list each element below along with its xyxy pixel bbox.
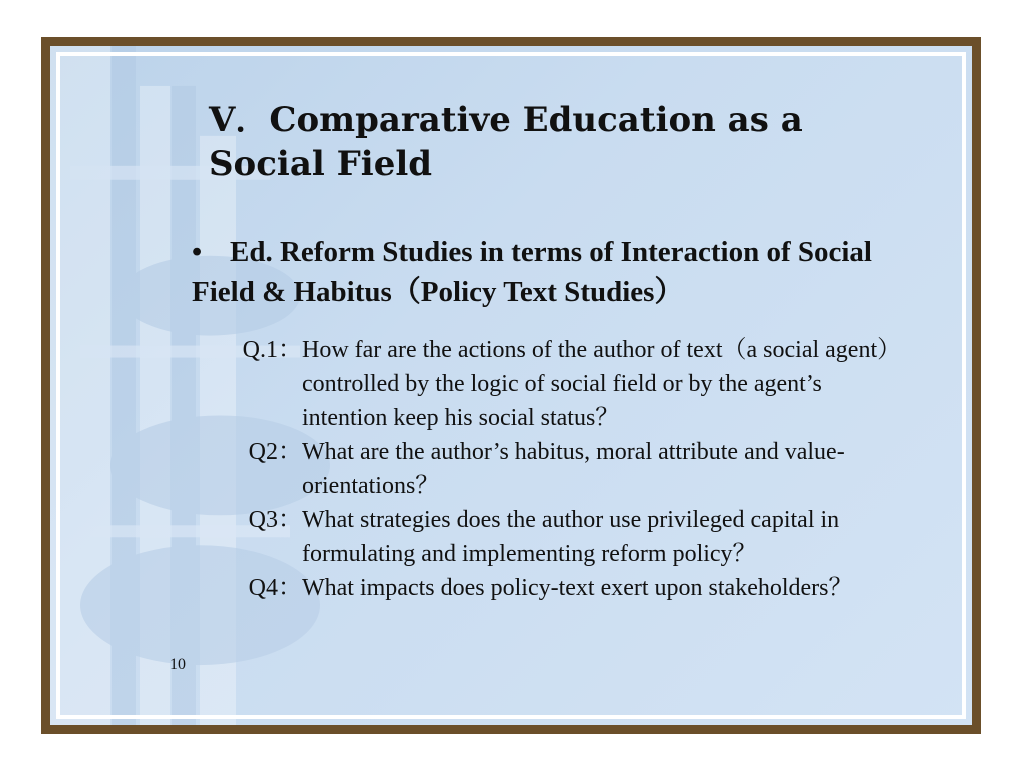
question-item [220,503,910,571]
question-item [220,571,910,605]
slide-frame [41,37,981,734]
title-line-1: Ⅴ．Comparative Education as a [209,100,803,140]
question-text: What strategies does the author use privileged capital in formulating and implementing reform policy？ [302,507,840,567]
question-text: How far are the actions of the author of text（a social agent）controlled by the logic of social field or by the agent’s intention keep his social status？ [302,337,902,431]
question-text: What are the author’s habitus, moral attribute and value-orientations？ [302,439,845,499]
bullet-text: Ed. Reform Studies in terms of Interaction of Social Field & Habitus（Policy Text Studies） [192,236,872,308]
question-text: What impacts does policy-text exert upon stakeholders？ [302,575,853,601]
question-label: Q.1： [242,337,302,363]
question-label: Q2： [248,439,302,465]
page-number: 10 [170,656,186,673]
question-item [220,435,910,503]
slide-title [209,98,909,186]
title-line-2: Social Field [209,144,433,184]
question-list [220,333,910,605]
question-label: Q3： [248,507,302,533]
question-item [220,333,910,435]
slide-background [50,46,972,725]
bullet-point [192,232,922,312]
bullet-icon: • [192,236,203,268]
question-label: Q4： [248,575,302,601]
